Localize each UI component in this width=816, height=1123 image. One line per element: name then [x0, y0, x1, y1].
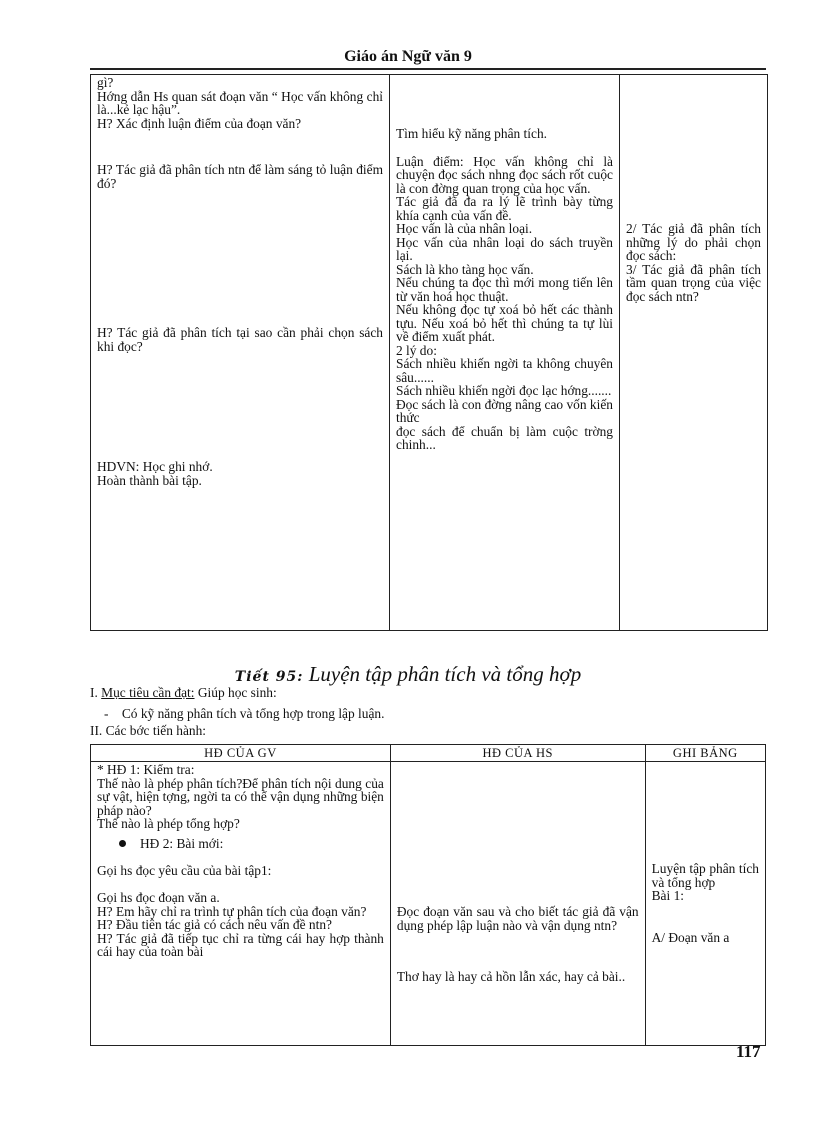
header-title: Giáo án Ngữ văn 9 [344, 48, 472, 65]
objective-item [104, 706, 384, 722]
section-label: Mục tiêu cần đạt: [101, 685, 195, 700]
teacher-activity-cell [91, 75, 390, 631]
student-activity-cell [390, 75, 620, 631]
section-text: Giúp học sinh: [197, 685, 277, 700]
header-teacher: HĐ CỦA GV [91, 745, 391, 762]
header-board: GHI BẢNG [645, 745, 765, 762]
lesson-title [0, 662, 816, 687]
section-procedure: II. Các bớc tiến hành: [90, 723, 207, 738]
new-lesson-item [97, 837, 384, 851]
lesson-number: Tiết 95: [234, 669, 304, 685]
teacher-homework: HDVN: Học ghi nhớ. Hoàn thành bài tập. [97, 459, 213, 488]
teacher-question-analysis: H? Tác giả đã phân tích ntn để làm sáng tỏ luận điểm đó? [97, 162, 383, 191]
teacher-intro-text: gì? Hớng dẫn Hs quan sát đoạn văn “ Học vấn không chỉ là...kẻ lạc hậu”. H? Xác định luận điểm của đoạn văn? [97, 75, 383, 131]
objective-text: Có kỹ năng phân tích và tổng hợp trong lập luận. [121, 706, 385, 721]
bullet-dot-icon [119, 840, 126, 847]
board-exercise-title: Luyện tập phân tích và tổng hợp Bài 1: [651, 861, 759, 903]
teacher-question-choose-books: H? Tác giả đã phân tích tại sao cần phải chọn sách khi đọc? [97, 325, 383, 354]
student-answer-1: Đọc đoạn văn sau và cho biết tác giả đã vận dụng phép lập luận nào và vận dụng ntn? [396, 904, 639, 933]
lesson-name: Luyện tập phân tích và tổng hợp [308, 662, 582, 686]
dash-bullet: - [104, 706, 109, 721]
board-notes-text: 2/ Tác giả đã phân tích những lý do phải chọn đọc sách: 3/ Tác giả đã phân tích tầm quan trọng của việc đọc sách ntn? [626, 221, 761, 304]
table-header-row [91, 745, 766, 762]
section-number: I. [90, 685, 98, 700]
lesson-activity-table [90, 744, 766, 1046]
teacher-activity-cell [91, 762, 391, 1046]
student-activity-cell [390, 762, 645, 1046]
board-notes-cell [620, 75, 768, 631]
student-answer-details: Luận điểm: Học vấn không chỉ là chuyện đọc sách nhng đọc sách rốt cuộc là con đờng quan trọng của học vấn. Tác giả đã đa ra lý lẽ trình bày từng khía cạnh của vấn đề. Học vấn là của nhân loại. Học vấn của nhân loại do sách truyền lại. Sách là kho tàng học vấn. Nếu chúng ta đọc thì mới mong tiến lên từ văn hoá học thuật. Nếu không đọc tự xoá bỏ hết các thành tựu. Nếu xoá bỏ hết thì chúng ta tự lùi về điểm xuất phát. 2 lý do: Sách nhiều khiến ngời ta không chuyên sâu...... Sách nhiều khiến ngời đọc lạc hớng....... Đọc sách là con đờng nâng cao vốn kiến thức đọc sách để chuẩn bị làm cuộc trờng chinh... [396, 153, 613, 452]
board-notes-cell [645, 762, 765, 1046]
header-student: HĐ CỦA HS [390, 745, 645, 762]
section-objectives [90, 685, 277, 701]
board-paragraph-a: A/ Đoạn văn a [651, 929, 730, 945]
table-row [91, 762, 766, 1046]
teacher-checkup: * HĐ 1: Kiểm tra: Thế nào là phép phân tích?Để phân tích nội dung của sự vật, hiện tợng, ngời ta có thể vận dụng những biện pháp nào? Thế nào là phép tổng hợp? [97, 762, 384, 831]
table-row [91, 75, 768, 631]
page-number: 117 [736, 1042, 761, 1061]
student-answer-2: Thơ hay là hay cả hồn lẫn xác, hay cả bài.. [396, 969, 626, 984]
new-lesson-text: HĐ 2: Bài mới: [140, 835, 224, 851]
table-continued [90, 74, 768, 631]
teacher-exercise-steps: Gọi hs đọc yêu cầu của bài tập1: Gọi hs đọc đoạn văn a. H? Em hãy chỉ ra trình tự phân tích của đoạn văn? H? Đầu tiên tác giả có cách nêu vấn đề ntn? H? Tác giả đã tiếp tục chỉ ra từng cái hay hợp thành cái hay của toàn bài [97, 863, 384, 959]
student-answer-intro: Tìm hiểu kỹ năng phân tích. [396, 126, 547, 141]
